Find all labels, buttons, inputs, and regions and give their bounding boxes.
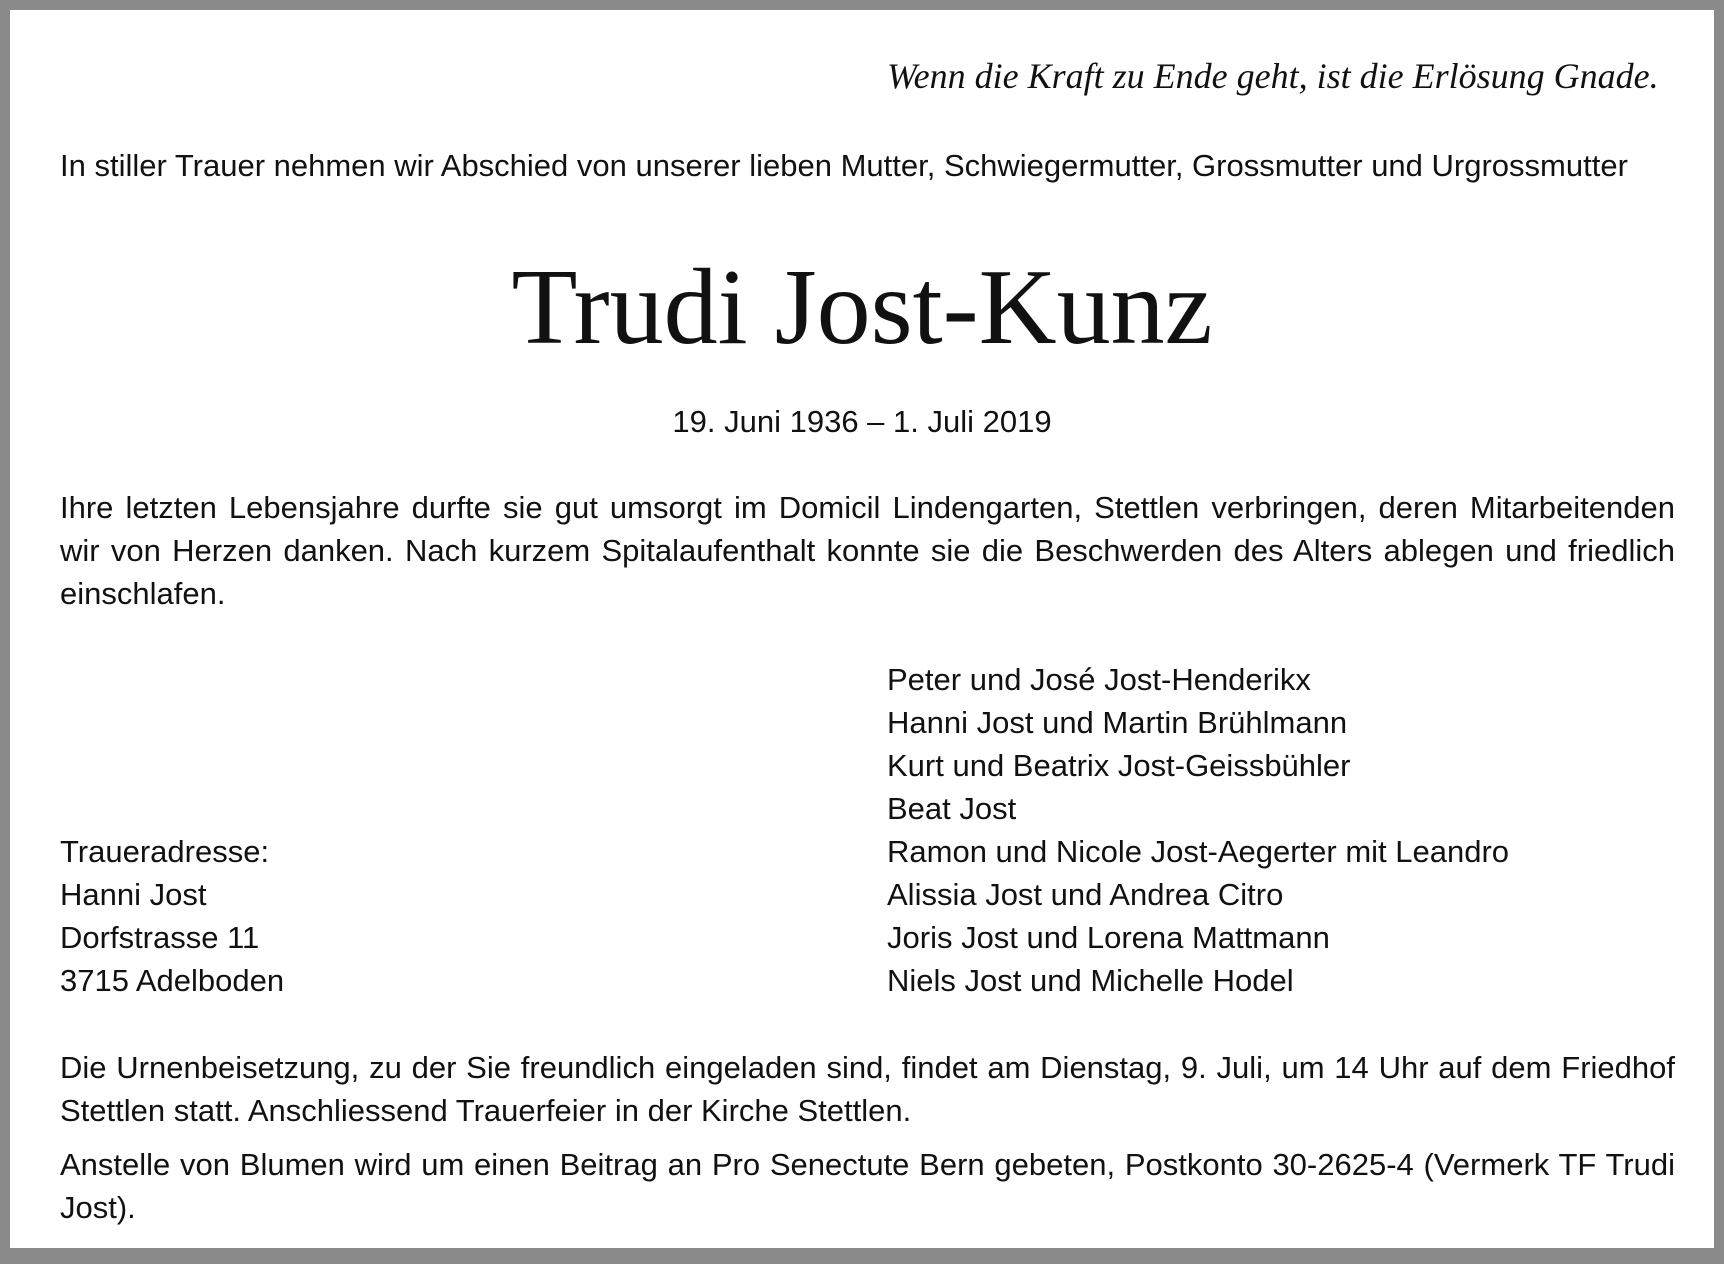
address-name: Hanni Jost (60, 877, 207, 912)
address-street: Dorfstrasse 11 (60, 920, 260, 955)
mourners-list (887, 658, 1509, 1002)
mourning-address (60, 830, 284, 1002)
intro-paragraph: In stiller Trauer nehmen wir Abschied von unserer lieben Mutter, Schwiegermutter, Grossmutter und Urgrossmutter (60, 148, 1628, 183)
page-bottom-border (10, 1248, 1714, 1254)
mourner-item: Ramon und Nicole Jost-Aegerter mit Leandro (887, 834, 1510, 869)
mourner-item: Kurt und Beatrix Jost-Geissbühler (887, 748, 1351, 783)
care-paragraph: Ihre letzten Lebensjahre durfte sie gut umsorgt im Domicil Lindengarten, Stettlen verbringen, deren Mitarbeitenden wir von Herzen danken. Nach kurzem Spitalaufenthalt konnte sie die Beschwerden des Alters ablegen und friedlich einschlafen. (60, 490, 1675, 611)
address-city: 3715 Adelboden (60, 963, 285, 998)
mourner-item: Alissia Jost und Andrea Citro (887, 877, 1284, 912)
mourner-item: Beat Jost (887, 791, 1017, 826)
address-label: Traueradresse: (60, 834, 270, 869)
mourner-item: Niels Jost und Michelle Hodel (887, 963, 1294, 998)
mourner-item: Hanni Jost und Martin Brühlmann (887, 705, 1348, 740)
deceased-name: Trudi Jost-Kunz (511, 248, 1213, 367)
motto-quote: Wenn die Kraft zu Ende geht, ist die Erlösung Gnade. (887, 56, 1659, 96)
life-dates: 19. Juni 1936 – 1. Juli 2019 (672, 404, 1052, 439)
donation-paragraph: Anstelle von Blumen wird um einen Beitrag an Pro Senectute Bern gebeten, Postkonto 30-2625-4 (Vermerk TF Trudi Jost). (60, 1147, 1675, 1225)
mourner-item: Joris Jost und Lorena Mattmann (887, 920, 1330, 955)
burial-paragraph: Die Urnenbeisetzung, zu der Sie freundlich eingeladen sind, findet am Dienstag, 9. Juli, um 14 Uhr auf dem Friedhof Stettlen statt. Anschliessend Trauerfeier in der Kirche Stettlen. (60, 1050, 1675, 1128)
obituary-notice (10, 10, 1714, 1254)
mourner-item: Peter und José Jost-Henderikx (887, 662, 1311, 697)
